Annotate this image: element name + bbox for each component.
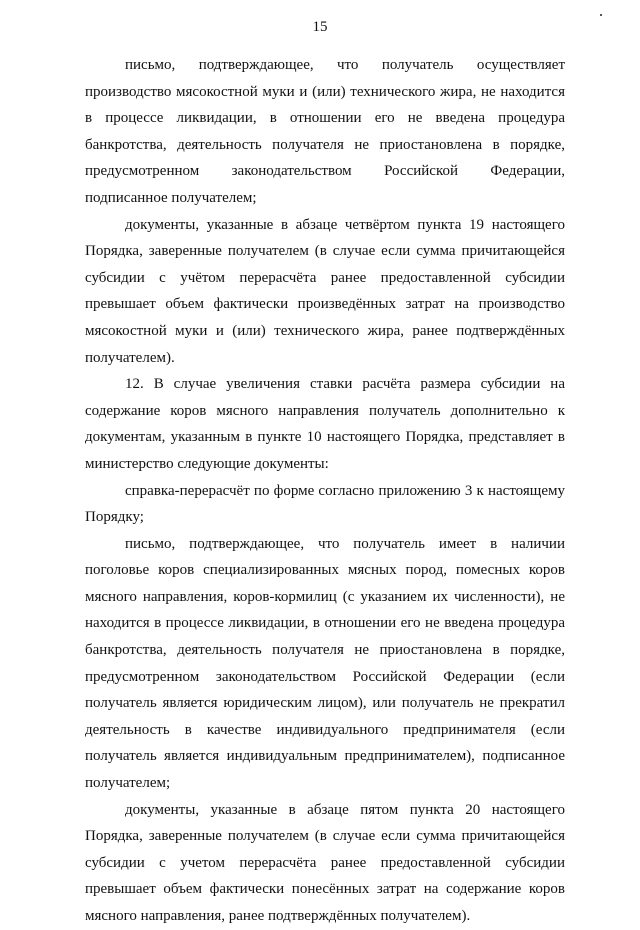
document-body xyxy=(85,52,565,930)
paragraph: документы, указанные в абзаце пятом пункта 20 настоящего Порядка, заверенные получателем (в случае если сумма причитающейся субсидии с учетом перерасчёта ранее предоставленной субсидии превышает объем фактически понесённых затрат на содержание коров мясного направления, ранее подтверждённых получателем). xyxy=(85,801,565,924)
paragraph: 12. В случае увеличения ставки расчёта размера субсидии на содержание коров мясного направления получатель дополнительно к документам, указанным в пункте 10 настоящего Порядка, представляет в министерство следующие документы: xyxy=(85,376,565,472)
scan-speck xyxy=(600,14,602,16)
page-number: 15 xyxy=(312,19,328,35)
paragraph: документы, указанные в абзаце четвёртом пункта 19 настоящего Порядка, заверенные получателем (в случае если сумма причитающейся субсидии с учётом перерасчёта ранее предоставленной субсидии превышает объем фактически произведённых затрат на производство мясокостной муки и (или) технического жира, ранее подтверждённых получателем). xyxy=(85,216,565,366)
paragraph: справка-перерасчёт по форме согласно приложению 3 к настоящему Порядку; xyxy=(85,482,565,526)
paragraph: письмо, подтверждающее, что получатель осуществляет производство мясокостной муки и (или) технического жира, не находится в процессе ликвидации, в отношении его не введена процедура банкротства, деятельность получателя не приостановлена в порядке, предусмотренном законодательством Российской Федерации, подписанное получателем; xyxy=(85,57,565,206)
paragraph: письмо, подтверждающее, что получатель имеет в наличии поголовье коров специализированных мясных пород, помесных коров мясного направления, коров-кормилиц (с указанием их численности), не находится в процессе ликвидации, в отношении его не введена процедура банкротства, деятельность получателя не приостановлена в порядке, предусмотренном законодательством Российской Федерации (если получатель является юридическим лицом), или получатель не прекратил деятельность в качестве индивидуального предпринимателя (если получатель является индивидуальным предпринимателем), подписанное получателем; xyxy=(85,535,565,792)
